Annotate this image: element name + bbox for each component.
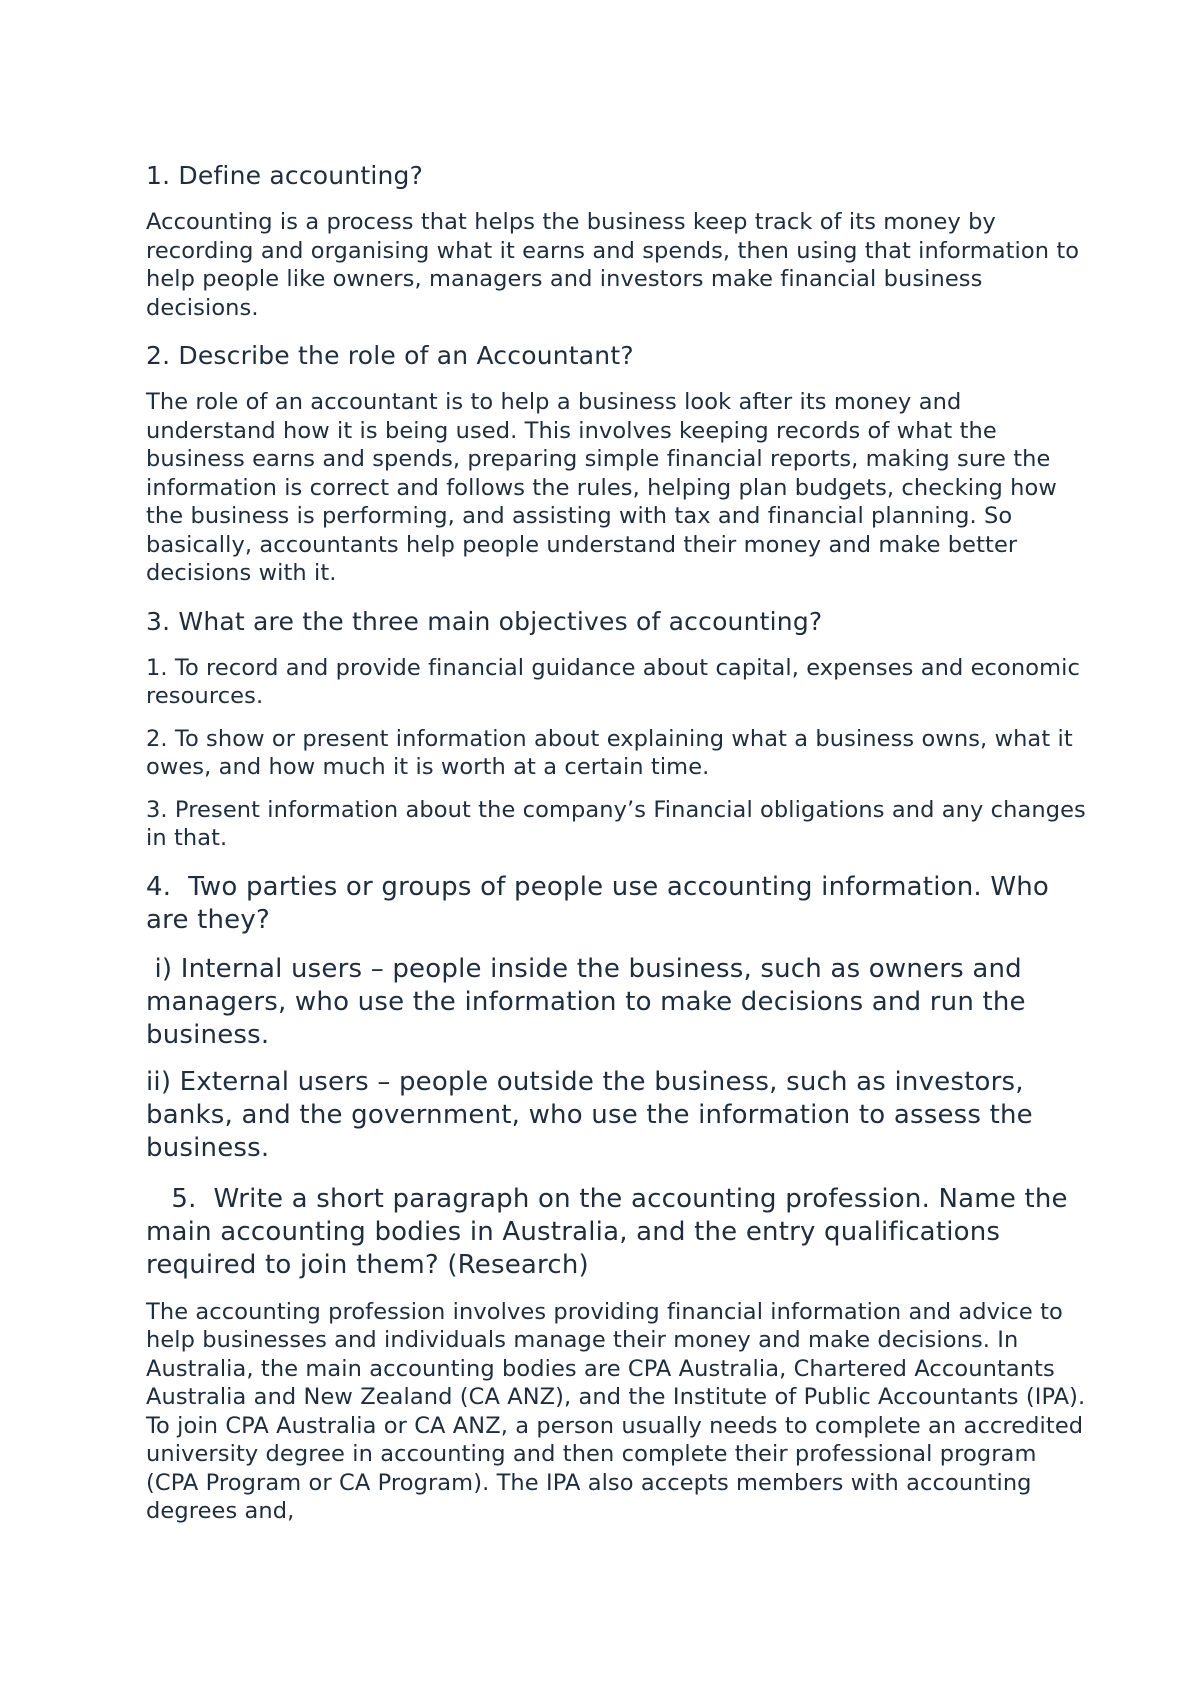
answer-1-paragraph: Accounting is a process that helps the business keep track of its money by recording and organising what it earns and spends, then using that information to help people like owners, managers and investors make financial business decisions. (146, 209, 1080, 321)
internal-users-item: i) Internal users – people inside the business, such as owners and managers, who use the information to make decisions and run the business. (146, 953, 1035, 1050)
objective-item-2: 2. To show or present information about explaining what a business owns, what it owes, and how much it is worth at a certain time. (146, 725, 1073, 780)
question-1-heading: 1. Define accounting? (146, 161, 424, 190)
document-page (146, 160, 1086, 1526)
answer-5-paragraph: The accounting profession involves providing financial information and advice to help businesses and individuals manage their money and make decisions. In Australia, the main accounting bodies are CPA Australia, Chartered Accountants Australia and New Zealand (CA ANZ), and the Institute of Public Accountants (IPA). To join CPA Australia or CA ANZ, a person usually needs to complete an accredited university degree in accounting and then complete their professional program (CPA Program or CA Program). The IPA also accepts members with accounting degrees and, (146, 1298, 1086, 1524)
objective-item-3: 3. Present information about the company’s Financial obligations and any changes in that. (146, 796, 1086, 851)
question-5-heading: 5. Write a short paragraph on the accounting profession. Name the main accounting bodies in Australia, and the entry qualifications required to join them? (Research) (146, 1183, 1077, 1280)
answer-2-paragraph: The role of an accountant is to help a business look after its money and understand how it is being used. This involves keeping records of what the business earns and spends, preparing simple financial reports, making sure the information is correct and follows the rules, helping plan budgets, checking how the business is performing, and assisting with tax and financial planning. So basically, accountants help people understand their money and make better decisions with it. (146, 389, 1057, 586)
question-4-heading: 4. Two parties or groups of people use accounting information. Who are they? (146, 871, 1058, 935)
question-2-heading: 2. Describe the role of an Accountant? (146, 341, 634, 370)
external-users-item: ii) External users – people outside the business, such as investors, banks, and the government, who use the information to assess the business. (146, 1066, 1033, 1163)
objective-item-1: 1. To record and provide financial guidance about capital, expenses and economic resources. (146, 654, 1080, 709)
question-3-heading: 3. What are the three main objectives of accounting? (146, 606, 823, 636)
